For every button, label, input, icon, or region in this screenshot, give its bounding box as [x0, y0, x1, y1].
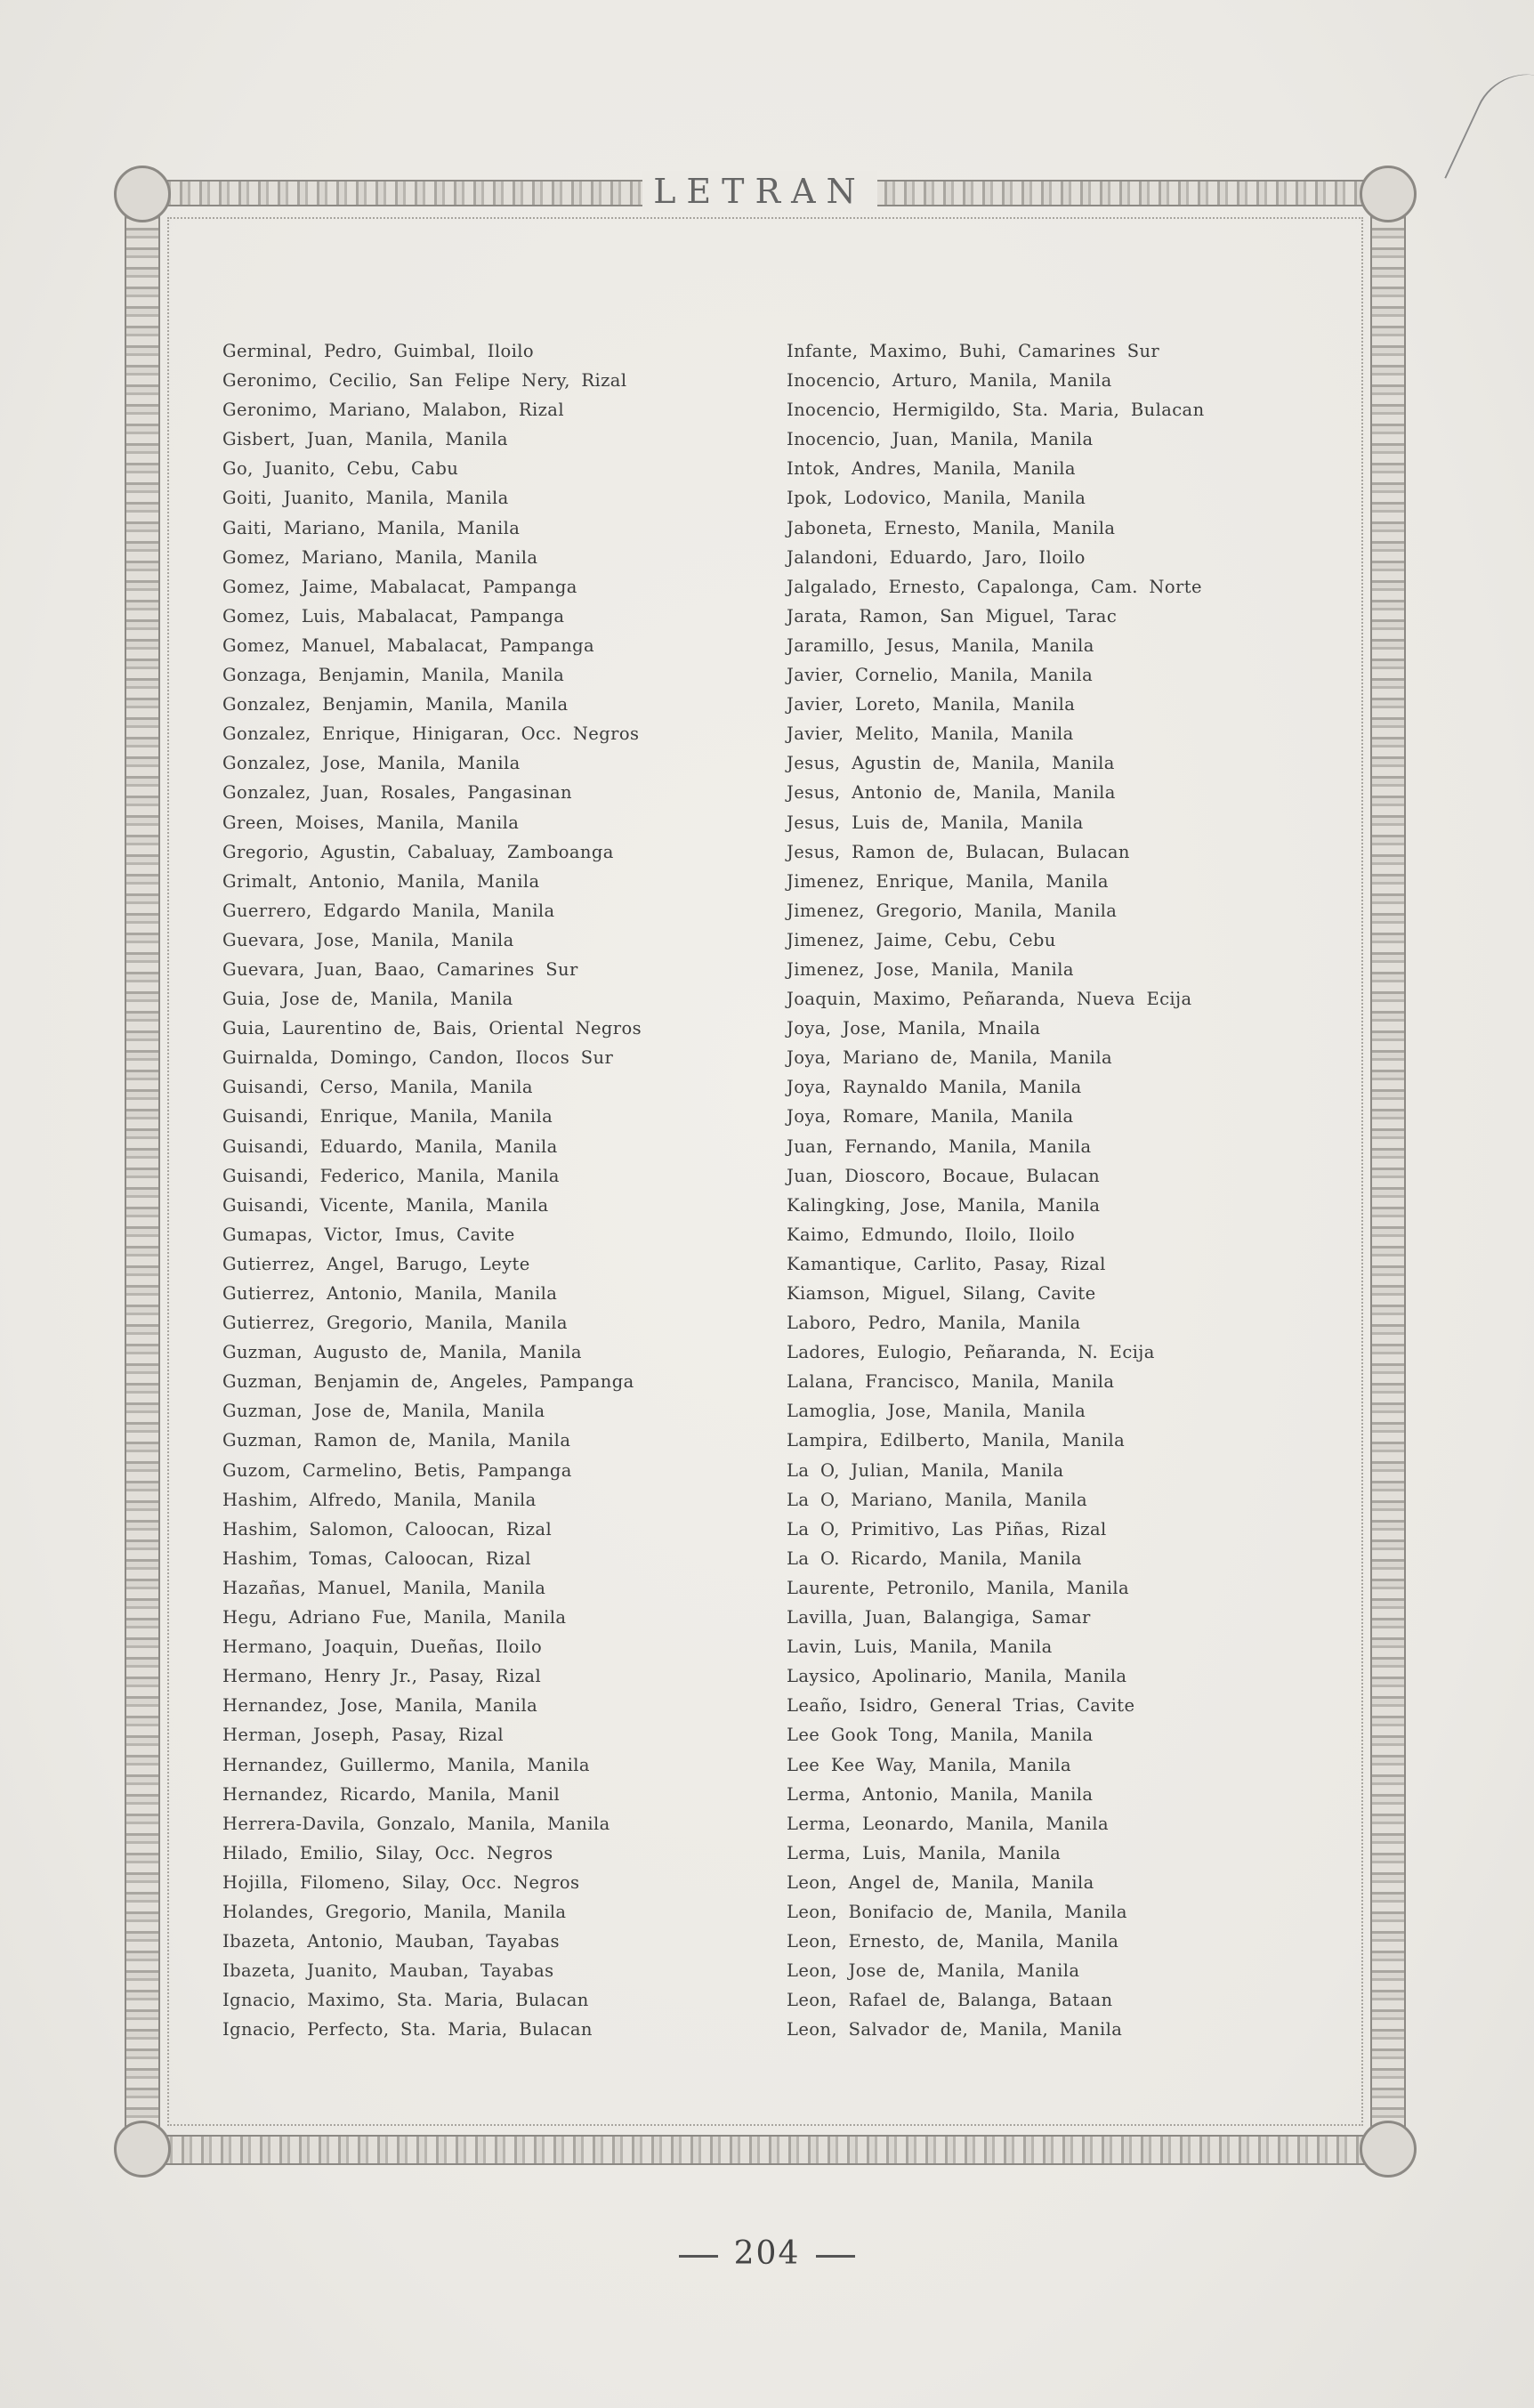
name-list-right — [787, 336, 1205, 2044]
list-item: Juan, Dioscoro, Bocaue, Bulacan — [787, 1165, 1101, 1186]
list-item: Inocencio, Juan, Manila, Manila — [787, 429, 1094, 450]
list-item: Lavilla, Juan, Balangiga, Samar — [787, 1607, 1091, 1628]
list-item: Hilado, Emilio, Silay, Occ. Negros — [222, 1842, 553, 1863]
list-item: Guzman, Augusto de, Manila, Manila — [222, 1342, 582, 1363]
list-item: Guirnalda, Domingo, Candon, Ilocos Sur — [222, 1047, 614, 1069]
list-item: Guisandi, Eduardo, Manila, Manila — [222, 1135, 558, 1157]
list-item: Guisandi, Cerso, Manila, Manila — [222, 1077, 533, 1098]
list-item: Infante, Maximo, Buhi, Camarines Sur — [787, 341, 1160, 361]
list-item: Jesus, Antonio de, Manila, Manila — [787, 782, 1116, 804]
list-item: Grimalt, Antonio, Manila, Manila — [222, 870, 540, 892]
list-item: Lee Kee Way, Manila, Manila — [787, 1754, 1072, 1775]
list-item: Guia, Laurentino de, Bais, Oriental Negros — [222, 1018, 642, 1039]
list-item: Lee Gook Tong, Manila, Manila — [787, 1725, 1094, 1746]
list-item: La O, Primitivo, Las Piñas, Rizal — [787, 1518, 1107, 1539]
list-item: Lerma, Leonardo, Manila, Manila — [787, 1813, 1109, 1834]
border-left — [125, 189, 160, 2160]
page-number-text: 204 — [733, 2235, 801, 2272]
list-item: Ignacio, Maximo, Sta. Maria, Bulacan — [222, 1990, 589, 2011]
list-item: Lerma, Antonio, Manila, Manila — [787, 1783, 1094, 1805]
list-item: Guzman, Benjamin de, Angeles, Pampanga — [222, 1371, 634, 1393]
page-curl-decoration — [1444, 57, 1534, 201]
list-item: Hermano, Joaquin, Dueñas, Iloilo — [222, 1636, 543, 1658]
corner-ornament-icon — [114, 166, 171, 222]
list-item: Guzom, Carmelino, Betis, Pampanga — [222, 1459, 572, 1481]
list-item: Laurente, Petronilo, Manila, Manila — [787, 1577, 1130, 1598]
list-item: Holandes, Gregorio, Manila, Manila — [222, 1901, 567, 1922]
list-item: Leon, Salvador de, Manila, Manila — [787, 2019, 1123, 2040]
list-item: Jaramillo, Jesus, Manila, Manila — [787, 634, 1094, 656]
list-item: Laysico, Apolinario, Manila, Manila — [787, 1666, 1127, 1687]
page-number — [0, 2235, 1534, 2272]
list-item: Jimenez, Jaime, Cebu, Cebu — [787, 929, 1056, 950]
list-item: Gomez, Jaime, Mabalacat, Pampanga — [222, 576, 577, 597]
list-item: Hazañas, Manuel, Manila, Manila — [222, 1577, 546, 1598]
list-item: Gonzaga, Benjamin, Manila, Manila — [222, 665, 565, 686]
list-item: Ibazeta, Juanito, Mauban, Tayabas — [222, 1960, 554, 1982]
list-item: Jalandoni, Eduardo, Jaro, Iloilo — [787, 546, 1086, 568]
list-item: Goiti, Juanito, Manila, Manila — [222, 488, 509, 509]
list-item: Javier, Melito, Manila, Manila — [787, 723, 1074, 745]
list-item: Jimenez, Jose, Manila, Manila — [787, 958, 1074, 980]
header-title-box — [642, 171, 877, 212]
list-item: Guisandi, Federico, Manila, Manila — [222, 1165, 560, 1186]
corner-ornament-icon — [1360, 2121, 1417, 2178]
list-item: Juan, Fernando, Manila, Manila — [787, 1135, 1092, 1157]
list-item: Inocencio, Arturo, Manila, Manila — [787, 370, 1112, 392]
list-item: Ipok, Lodovico, Manila, Manila — [787, 488, 1086, 509]
list-item: Gomez, Luis, Mabalacat, Pampanga — [222, 605, 565, 626]
list-item: Hashim, Salomon, Caloocan, Rizal — [222, 1518, 553, 1539]
list-item: Leaño, Isidro, General Trias, Cavite — [787, 1695, 1135, 1717]
list-item: La O, Julian, Manila, Manila — [787, 1459, 1064, 1481]
list-item: Herrera-Davila, Gonzalo, Manila, Manila — [222, 1813, 610, 1834]
list-item: Leon, Ernesto, de, Manila, Manila — [787, 1931, 1119, 1952]
list-item: Kaimo, Edmundo, Iloilo, Iloilo — [787, 1224, 1076, 1245]
list-item: Joaquin, Maximo, Peñaranda, Nueva Ecija — [787, 989, 1192, 1010]
list-item: Gonzalez, Jose, Manila, Manila — [222, 753, 521, 774]
list-item: Lerma, Luis, Manila, Manila — [787, 1842, 1062, 1863]
list-item: Guia, Jose de, Manila, Manila — [222, 989, 513, 1010]
dash-icon — [816, 2255, 855, 2258]
list-item: Leon, Bonifacio de, Manila, Manila — [787, 1901, 1127, 1922]
list-item: Herman, Joseph, Pasay, Rizal — [222, 1725, 505, 1746]
list-item: Gaiti, Mariano, Manila, Manila — [222, 517, 521, 538]
list-item: Guerrero, Edgardo Manila, Manila — [222, 900, 555, 921]
list-item: Kiamson, Miguel, Silang, Cavite — [787, 1283, 1096, 1304]
list-item: Inocencio, Hermigildo, Sta. Maria, Bulacan — [787, 400, 1205, 421]
border-right — [1370, 189, 1406, 2160]
list-item: Joya, Mariano de, Manila, Manila — [787, 1047, 1112, 1069]
list-item: Leon, Angel de, Manila, Manila — [787, 1871, 1094, 1893]
list-item: Lampira, Edilberto, Manila, Manila — [787, 1430, 1126, 1451]
list-item: Guisandi, Enrique, Manila, Manila — [222, 1106, 553, 1127]
list-item: Joya, Romare, Manila, Manila — [787, 1106, 1074, 1127]
list-item: Gisbert, Juan, Manila, Manila — [222, 429, 508, 450]
list-item: Guzman, Jose de, Manila, Manila — [222, 1401, 545, 1422]
list-item: Lamoglia, Jose, Manila, Manila — [787, 1401, 1086, 1422]
list-item: La O. Ricardo, Manila, Manila — [787, 1547, 1082, 1569]
list-item: Jaboneta, Ernesto, Manila, Manila — [787, 517, 1116, 538]
list-item: Guevara, Juan, Baao, Camarines Sur — [222, 958, 578, 980]
list-item: Gutierrez, Gregorio, Manila, Manila — [222, 1313, 568, 1334]
page-title: LETRAN — [653, 172, 867, 211]
list-item: Hegu, Adriano Fue, Manila, Manila — [222, 1607, 567, 1628]
list-item: Gomez, Manuel, Mabalacat, Pampanga — [222, 634, 594, 656]
list-item: Lalana, Francisco, Manila, Manila — [787, 1371, 1115, 1393]
list-item: Guzman, Ramon de, Manila, Manila — [222, 1430, 571, 1451]
list-item: Hernandez, Guillermo, Manila, Manila — [222, 1754, 590, 1775]
list-item: Gonzalez, Juan, Rosales, Pangasinan — [222, 782, 572, 804]
list-item: Ladores, Eulogio, Peñaranda, N. Ecija — [787, 1342, 1155, 1363]
list-item: Intok, Andres, Manila, Manila — [787, 458, 1076, 480]
list-item: Hermano, Henry Jr., Pasay, Rizal — [222, 1666, 542, 1687]
dash-icon — [679, 2255, 718, 2258]
list-item: Hashim, Tomas, Caloocan, Rizal — [222, 1547, 531, 1569]
list-item: Gutierrez, Antonio, Manila, Manila — [222, 1283, 558, 1304]
corner-ornament-icon — [114, 2121, 171, 2178]
list-item: Gonzalez, Enrique, Hinigaran, Occ. Negros — [222, 723, 640, 745]
list-item: Hojilla, Filomeno, Silay, Occ. Negros — [222, 1871, 580, 1893]
list-item: Guevara, Jose, Manila, Manila — [222, 929, 514, 950]
list-item: Go, Juanito, Cebu, Cabu — [222, 458, 459, 480]
list-item: Joya, Raynaldo Manila, Manila — [787, 1077, 1082, 1098]
list-item: Gutierrez, Angel, Barugo, Leyte — [222, 1253, 530, 1274]
list-item: Jimenez, Enrique, Manila, Manila — [787, 870, 1109, 892]
list-item: La O, Mariano, Manila, Manila — [787, 1489, 1087, 1510]
list-item: Hernandez, Jose, Manila, Manila — [222, 1695, 538, 1717]
list-item: Ignacio, Perfecto, Sta. Maria, Bulacan — [222, 2019, 593, 2040]
list-item: Javier, Cornelio, Manila, Manila — [787, 665, 1094, 686]
list-item: Green, Moises, Manila, Manila — [222, 812, 520, 833]
list-item: Gonzalez, Benjamin, Manila, Manila — [222, 694, 569, 715]
corner-ornament-icon — [1360, 166, 1417, 222]
list-item: Jesus, Agustin de, Manila, Manila — [787, 753, 1115, 774]
list-item: Ibazeta, Antonio, Mauban, Tayabas — [222, 1931, 560, 1952]
list-item: Leon, Rafael de, Balanga, Bataan — [787, 1990, 1113, 2011]
list-item: Guisandi, Vicente, Manila, Manila — [222, 1194, 549, 1216]
list-item: Gomez, Mariano, Manila, Manila — [222, 546, 538, 568]
list-item: Jesus, Luis de, Manila, Manila — [787, 812, 1084, 833]
list-item: Javier, Loreto, Manila, Manila — [787, 694, 1076, 715]
list-item: Geronimo, Mariano, Malabon, Rizal — [222, 400, 564, 421]
list-item: Leon, Jose de, Manila, Manila — [787, 1960, 1080, 1982]
list-item: Germinal, Pedro, Guimbal, Iloilo — [222, 341, 535, 361]
list-item: Jalgalado, Ernesto, Capalonga, Cam. Norte — [787, 576, 1202, 597]
list-item: Gumapas, Victor, Imus, Cavite — [222, 1224, 515, 1245]
list-item: Joya, Jose, Manila, Mnaila — [787, 1018, 1041, 1039]
name-list-left — [222, 336, 642, 2044]
list-item: Geronimo, Cecilio, San Felipe Nery, Rizal — [222, 370, 627, 392]
list-item: Hashim, Alfredo, Manila, Manila — [222, 1489, 537, 1510]
list-item: Hernandez, Ricardo, Manila, Manil — [222, 1783, 561, 1805]
list-item: Jesus, Ramon de, Bulacan, Bulacan — [787, 841, 1130, 862]
list-item: Gregorio, Agustin, Cabaluay, Zamboanga — [222, 841, 614, 862]
list-item: Kamantique, Carlito, Pasay, Rizal — [787, 1253, 1106, 1274]
list-item: Jarata, Ramon, San Miguel, Tarac — [787, 605, 1118, 626]
list-item: Kalingking, Jose, Manila, Manila — [787, 1194, 1101, 1216]
list-item: Jimenez, Gregorio, Manila, Manila — [787, 900, 1118, 921]
list-item: Lavin, Luis, Manila, Manila — [787, 1636, 1053, 1658]
list-item: Laboro, Pedro, Manila, Manila — [787, 1313, 1081, 1334]
border-bottom — [142, 2135, 1388, 2165]
